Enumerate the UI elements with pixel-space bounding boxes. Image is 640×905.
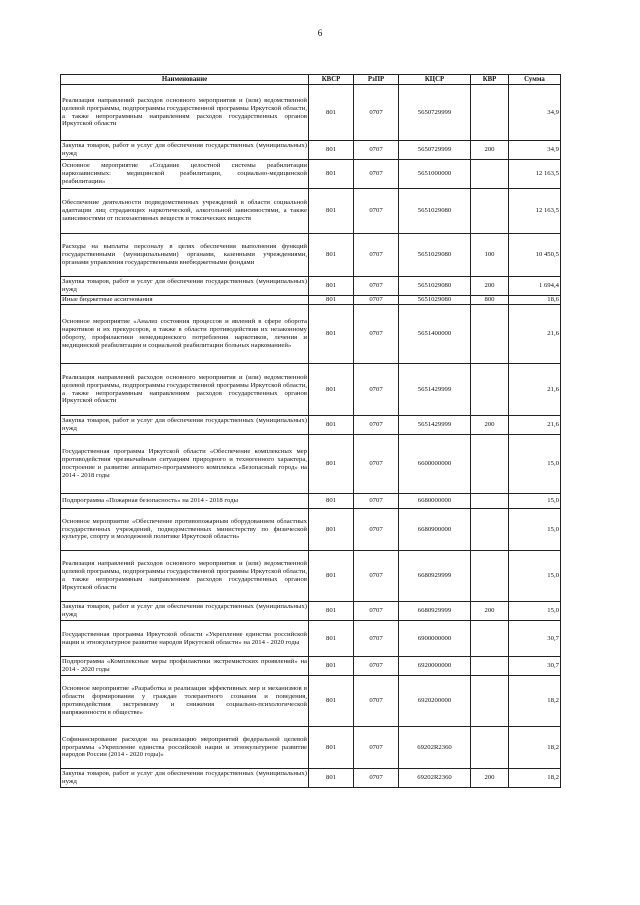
table-body [61,85,561,788]
row-name: Закупка товаров, работ и услуг для обеспечения государственных (муниципальных) нужд [61,769,309,788]
row-rzpr: 0707 [354,509,399,551]
table-row [61,676,561,727]
row-kvr: 200 [471,416,509,435]
row-kvr [471,676,509,727]
table-row [61,277,561,296]
row-kvsr: 801 [309,234,354,277]
row-kvsr: 801 [309,305,354,364]
row-rzpr: 0707 [354,305,399,364]
row-name: Государственная программа Иркутской области «Укрепление единства российской нации и этнокультурное развитие народов Иркутской области» на 2014 - 2020 годы [61,621,309,657]
row-sum: 34,9 [509,141,561,160]
table-row [61,727,561,769]
row-kvr [471,494,509,509]
table-row [61,416,561,435]
row-name: Подпрограмма «Пожарная безопасность» на 2014 - 2018 годы [61,494,309,509]
row-kvsr: 801 [309,435,354,494]
row-kvr [471,657,509,676]
row-sum: 21,6 [509,305,561,364]
row-kvsr: 801 [309,141,354,160]
row-kvsr: 801 [309,676,354,727]
row-sum: 18,2 [509,769,561,788]
row-rzpr: 0707 [354,364,399,416]
row-kcsr: 69202R2360 [399,769,471,788]
row-sum: 21,6 [509,364,561,416]
table-row [61,141,561,160]
row-kvr [471,364,509,416]
row-kvsr: 801 [309,364,354,416]
row-kvr [471,727,509,769]
row-rzpr: 0707 [354,494,399,509]
row-name: Реализация направлений расходов основного мероприятия и (или) ведомственной целевой программы, подпрограммы государственной программы Иркутской области, а также непрограммным направлениям расходов государственных органов Иркутской области [61,85,309,141]
table-row [61,657,561,676]
row-name: Иные бюджетные ассигнования [61,296,309,305]
row-sum: 12 163,5 [509,160,561,189]
table-row [61,551,561,602]
row-rzpr: 0707 [354,189,399,234]
row-sum: 15,0 [509,509,561,551]
row-kcsr: 5651400000 [399,305,471,364]
row-kcsr: 5651029080 [399,277,471,296]
row-name: Реализация направлений расходов основного мероприятия и (или) ведомственной целевой программы, подпрограммы государственной программы Иркутской области, а также непрограммным направлениям расходов государственных органов Иркутской области [61,364,309,416]
row-rzpr: 0707 [354,416,399,435]
row-kcsr: 5651429999 [399,364,471,416]
row-rzpr: 0707 [354,234,399,277]
row-kvr: 200 [471,769,509,788]
header-sum: Сумма [509,75,561,85]
row-kcsr: 6920000000 [399,657,471,676]
table-row [61,621,561,657]
row-kvsr: 801 [309,727,354,769]
row-name: Основное мероприятие «Создание целостной системы реабилитации наркозависимых: медицинской реабилитации, социально-медицинской реабилитации» [61,160,309,189]
row-rzpr: 0707 [354,296,399,305]
row-kvr [471,551,509,602]
row-rzpr: 0707 [354,435,399,494]
budget-table [60,74,561,788]
table-row [61,85,561,141]
row-kvr: 800 [471,296,509,305]
table-header-row [61,75,561,85]
row-kvsr: 801 [309,85,354,141]
table-row [61,364,561,416]
row-rzpr: 0707 [354,85,399,141]
row-kcsr: 5651029080 [399,189,471,234]
row-rzpr: 0707 [354,621,399,657]
row-rzpr: 0707 [354,602,399,621]
table-row [61,234,561,277]
page-number: 6 [317,28,323,38]
row-kvr [471,509,509,551]
row-kvr [471,621,509,657]
row-sum: 15,0 [509,551,561,602]
row-kvr [471,305,509,364]
row-rzpr: 0707 [354,551,399,602]
table-row [61,769,561,788]
row-rzpr: 0707 [354,769,399,788]
row-name: Основное мероприятие «Разработка и реализация эффективных мер и механизмов в области формирования у граждан толерантного сознания и поведения, противодействия экстремизму и снижения социально-психологической напряженности в обществе» [61,676,309,727]
row-kvr [471,160,509,189]
row-kvsr: 801 [309,621,354,657]
row-name: Подпрограмма «Комплексные меры профилактики экстремистских проявлений» на 2014 - 2020 годы [61,657,309,676]
row-sum: 18,6 [509,296,561,305]
header-name: Наименование [61,75,309,85]
header-rzpr: РзПР [354,75,399,85]
row-kcsr: 5651029080 [399,296,471,305]
row-kcsr: 5651029080 [399,234,471,277]
row-kcsr: 5651429999 [399,416,471,435]
row-kcsr: 5650729999 [399,85,471,141]
table-row [61,160,561,189]
row-name: Софинансирование расходов на реализацию мероприятий федеральной целевой программы «Укрепление единства российской нации и этнокультурное развитие народов России (2014 - 2020 годы)» [61,727,309,769]
table-row [61,296,561,305]
row-sum: 1 694,4 [509,277,561,296]
row-sum: 15,0 [509,494,561,509]
table-row [61,189,561,234]
row-sum: 21,6 [509,416,561,435]
row-kcsr: 6680900000 [399,509,471,551]
row-kvr [471,435,509,494]
row-kcsr: 69202R2360 [399,727,471,769]
row-kcsr: 6680929999 [399,602,471,621]
row-sum: 12 163,5 [509,189,561,234]
row-kvsr: 801 [309,551,354,602]
row-sum: 34,9 [509,85,561,141]
row-kvsr: 801 [309,277,354,296]
row-kvr: 200 [471,602,509,621]
row-kvr [471,85,509,141]
row-kvsr: 801 [309,602,354,621]
row-kvsr: 801 [309,160,354,189]
row-kcsr: 5650729999 [399,141,471,160]
row-rzpr: 0707 [354,727,399,769]
row-kvsr: 801 [309,494,354,509]
table-row [61,494,561,509]
row-rzpr: 0707 [354,160,399,189]
row-name: Государственная программа Иркутской области «Обеспечение комплексных мер противодействия чрезвычайным ситуациям природного и техногенного характера, построение и развитие аппаратно-программного комплекса «Безопасный город» на 2014 - 2018 годы [61,435,309,494]
row-sum: 15,0 [509,602,561,621]
row-kvsr: 801 [309,769,354,788]
row-kvsr: 801 [309,189,354,234]
row-kcsr: 6680000000 [399,494,471,509]
row-name: Основное мероприятие «Анализ состояния процессов и явлений в сфере оборота наркотиков и их прекурсоров, в также в области противодействия их незаконному обороту, профилактики немедицинского потребления наркотиков, лечения и медицинской реабилитации и социальной реабилитации больных наркоманией» [61,305,309,364]
row-kvr [471,189,509,234]
header-kcsr: КЦСР [399,75,471,85]
row-name: Закупка товаров, работ и услуг для обеспечения государственных (муниципальных) нужд [61,416,309,435]
row-name: Основное мероприятие «Обеспечение противопожарным оборудованием областных государственных учреждений, подведомственных министерству по физической культуре, спорту и молодежной политике Иркутской области» [61,509,309,551]
row-kcsr: 6680929999 [399,551,471,602]
row-sum: 30,7 [509,657,561,676]
row-kcsr: 6600000000 [399,435,471,494]
table-row [61,435,561,494]
row-sum: 10 450,5 [509,234,561,277]
row-kvsr: 801 [309,509,354,551]
row-name: Закупка товаров, работ и услуг для обеспечения государственных (муниципальных) нужд [61,277,309,296]
row-name: Закупка товаров, работ и услуг для обеспечения государственных (муниципальных) нужд [61,602,309,621]
header-kvsr: КВСР [309,75,354,85]
row-name: Реализация направлений расходов основного мероприятия и (или) ведомственной целевой программы, подпрограммы государственной программы Иркутской области, а также непрограммным направлениям расходов государственных органов Иркутской области [61,551,309,602]
table-row [61,305,561,364]
row-kvsr: 801 [309,296,354,305]
row-name: Расходы на выплаты персоналу в целях обеспечения выполнения функций государственными (муниципальными) органами, казенными учреждениями, органами управления государственными внебюджетными фондами [61,234,309,277]
row-sum: 30,7 [509,621,561,657]
row-kvr: 100 [471,234,509,277]
row-name: Закупка товаров, работ и услуг для обеспечения государственных (муниципальных) нужд [61,141,309,160]
row-kvr: 200 [471,141,509,160]
row-kcsr: 5651000000 [399,160,471,189]
row-rzpr: 0707 [354,277,399,296]
table-row [61,602,561,621]
header-kvr: КВР [471,75,509,85]
row-kcsr: 6900000000 [399,621,471,657]
row-rzpr: 0707 [354,657,399,676]
row-kvsr: 801 [309,416,354,435]
row-sum: 18,2 [509,676,561,727]
row-rzpr: 0707 [354,676,399,727]
table-row [61,509,561,551]
row-sum: 18,2 [509,727,561,769]
row-kvr: 200 [471,277,509,296]
row-name: Обеспечение деятельности подведомственных учреждений в области социальной адаптации лиц страдающих наркотической, алкогольной зависимостями, а также зависимостями от психоактивных веществ и токсических веществ [61,189,309,234]
row-kcsr: 6920200000 [399,676,471,727]
row-rzpr: 0707 [354,141,399,160]
row-sum: 15,0 [509,435,561,494]
row-kvsr: 801 [309,657,354,676]
